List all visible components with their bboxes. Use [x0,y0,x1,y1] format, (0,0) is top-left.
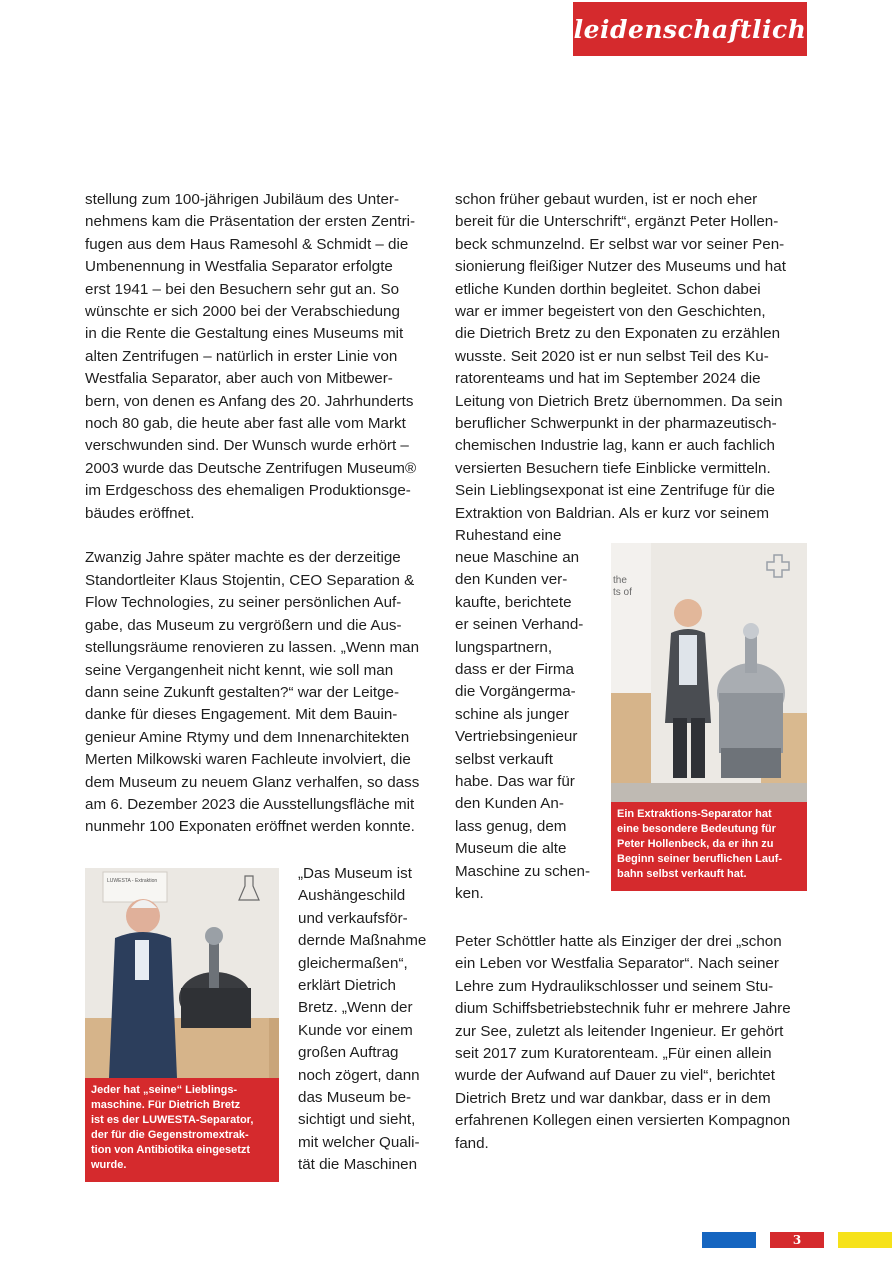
caption-bretz [85,1078,279,1182]
text-line: Flow Technologies, zu seiner persönlichen Auf- [85,594,402,612]
text-line: habe. Das war für [455,773,575,791]
text-line: stellungsräume renovieren zu lassen. „Wenn man [85,639,420,657]
text-line: gabe, das Museum zu vergrößern und die Aus- [85,616,402,634]
text-line: schine als junger [455,705,569,723]
text-line: Leitung von Dietrich Bretz übernommen. Da sein [455,392,783,410]
text-line: noch 80 gab, die heute aber fast alle vom Markt [85,415,406,433]
text-line: Maschine zu schen- [455,862,591,880]
sign-text: LUWESTA - Extraktion [107,878,158,884]
text-line: genieur Amine Rtymy und dem Innenarchitekten [85,728,410,746]
text-line: ist es der LUWESTA-Separator, [91,1114,254,1126]
text-line: tion von Antibiotika eingesetzt [91,1144,251,1156]
text-line: Aushängeschild [298,887,406,905]
text-line: Bretz. „Wenn der [298,999,413,1017]
text-line: versierten Besuchern tiefe Einblicke vermitteln. [455,459,771,477]
text-line: Museum die alte [455,840,567,858]
text-line: nunmehr 100 Exponaten eröffnet werden konnte. [85,818,415,836]
text-line: danke für dieses Engagement. Mit dem Bauin- [85,706,398,724]
text-line: die Vorgängerma- [455,683,576,701]
text-line: selbst verkauft [455,750,553,768]
text-line: Zwanzig Jahre später machte es der derzeitige [85,549,401,567]
text-line: noch zögert, dann [298,1066,420,1084]
text-line: seine Vergangenheit nicht kennt, wie soll man [85,661,394,679]
text-line: Ein Extraktions-Separator hat [617,808,772,820]
text-line: dann seine Zukunft gestalten?“ war der Leitge- [85,683,400,701]
text-line: kaufte, berichtete [455,593,572,611]
column-right-narrow [455,547,590,906]
photo-hollenbeck [611,543,807,802]
text-line: maschine. Für Dietrich Bretz [91,1099,241,1111]
text-line: ein Leben vor Westfalia Separator“. Nach seiner [455,955,779,973]
text-line: Extraktion von Baldrian. Als er kurz vor seinem [455,504,770,522]
text-line: und verkaufsför- [298,909,408,927]
photo-hollenbeck-illustration [611,543,807,802]
text-line: wurde der Aufwand auf Dauer zu viel“, berichtet [455,1067,775,1085]
text-line: fand. [455,1134,489,1152]
footer-yellow-bar [838,1232,892,1248]
text-line: Kunde vor einem [298,1021,413,1039]
text-line: tät die Maschinen [298,1156,418,1174]
text-line: Dietrich Bretz und war dankbar, dass er in dem [455,1089,771,1107]
text-line: erfahrenen Kollegen einen versierten Kompagnon [455,1112,791,1130]
column-right-top [455,189,786,548]
text-line: großen Auftrag [298,1044,399,1062]
text-line: die Dietrich Bretz zu den Exponaten zu erzählen [455,325,781,343]
text-line: sichtigt und sieht, [298,1111,416,1129]
text-line: beck schmunzelnd. Er selbst war vor seiner Pen- [455,235,785,253]
text-line: bahn selbst verkauft hat. [617,868,747,880]
text-line: den Kunden ver- [455,571,568,589]
text-line: Vertriebsingenieur [455,728,578,746]
text-line: dass er der Firma [455,661,575,679]
text-line: ratorenteams und hat im September 2024 die [455,370,761,388]
text-line: dium Schiffsbetriebstechnik fuhr er mehrere Jahre [455,1000,791,1018]
text-line: bereit für die Unterschrift“, ergänzt Peter Hollen- [455,213,779,231]
section-tag: leidenschaftlich [573,2,807,56]
wall-text-1: the [613,575,627,586]
text-line: seit 2017 zum Kuratorenteam. „Für einen allein [455,1045,772,1063]
text-line [85,525,419,547]
text-line: Westfalia Separator, aber auch von Mitbewer- [85,370,393,388]
footer-blue-bar [702,1232,756,1248]
caption-hollenbeck [611,802,807,891]
wall-text-2: ts of [613,587,632,598]
text-line: Peter Hollenbeck, da er ihn zu [617,838,774,850]
text-line: verschwunden sind. Der Wunsch wurde erhört – [85,437,409,455]
text-line: dernde Maßnahme [298,932,427,950]
text-line: lass genug, dem [455,817,567,835]
photo-bretz-illustration [85,868,279,1078]
text-line: das Museum be- [298,1089,412,1107]
text-line: zur See, zuletzt als leitender Ingenieur. Er gehört [455,1022,784,1040]
text-line: bern, von denen es Anfang des 20. Jahrhunderts [85,392,414,410]
text-line: Ruhestand eine [455,527,562,545]
text-line: chemischen Industrie lag, kann er auch fachlich [455,437,775,455]
text-line: wünschte er sich 2000 bei der Verabschiedung [85,303,400,321]
text-line: Peter Schöttler hatte als Einziger der drei „schon [455,933,782,950]
text-line: nehmens kam die Präsentation der ersten Zentri- [85,213,416,231]
text-line: in die Rente die Gestaltung eines Museums mit [85,325,404,343]
text-line: „Das Museum ist [298,865,412,882]
column-left-narrow [298,863,426,1177]
text-line: Beginn seiner beruflichen Lauf- [617,853,783,865]
text-line: er seinen Verhand- [455,616,584,634]
text-line: beruflicher Schwerpunkt in der pharmazeutisch- [455,415,777,433]
text-line: im Erdgeschoss des ehemaligen Produktionsge- [85,482,411,500]
text-line: Umbenennung in Westfalia Separator erfolgte [85,258,393,276]
text-line: stellung zum 100-jährigen Jubiläum des Unter- [85,191,400,208]
text-line: fugen aus dem Haus Ramesohl & Schmidt – die [85,235,409,253]
text-line: wurde. [91,1159,127,1171]
text-line: bäudes eröffnet. [85,504,195,522]
column-right-bottom [455,931,791,1155]
text-line: ken. [455,885,484,903]
text-line: erst 1941 – bei den Besuchern sehr gut an. So [85,280,400,298]
text-line: Merten Milkowski waren Fachleute involviert, die [85,751,411,769]
text-line: am 6. Dezember 2023 die Ausstellungsfläche mit [85,795,415,813]
text-line: neue Maschine an [455,549,580,566]
text-line: lungspartnern, [455,638,553,656]
text-line: erklärt Dietrich [298,977,396,995]
text-line: sionierung fleißiger Nutzer des Museums und hat [455,258,786,276]
text-line: war er immer begeistert von den Geschichten, [455,303,766,321]
photo-bretz [85,868,279,1078]
text-line: etliche Kunden dorthin begleitet. Schon dabei [455,280,761,298]
text-line: eine besondere Bedeutung für [617,823,776,835]
text-line: wusste. Seit 2020 ist er nun selbst Teil des Ku- [455,347,769,365]
text-line: Lehre zum Hydraulikschlosser und seinem Stu- [455,977,774,995]
text-line: gleichermaßen“, [298,954,408,972]
text-line: den Kunden An- [455,795,564,813]
text-line: der für die Gegenstromextrak- [91,1129,249,1141]
text-line: dem Museum zu neuem Glanz verhalfen, so dass [85,773,420,791]
text-line: Sein Lieblingsexponat ist eine Zentrifuge für die [455,482,775,500]
page-number: 3 [770,1232,824,1248]
text-line: schon früher gebaut wurden, ist er noch eher [455,191,758,208]
text-line: Standortleiter Klaus Stojentin, CEO Separation & [85,571,415,589]
text-line: Jeder hat „seine“ Lieblings- [91,1084,238,1096]
column-left-top [85,189,419,839]
text-line: mit welcher Quali- [298,1133,420,1151]
text-line: 2003 wurde das Deutsche Zentrifugen Museum® [85,459,417,477]
text-line: alten Zentrifugen – natürlich in erster Linie von [85,347,398,365]
